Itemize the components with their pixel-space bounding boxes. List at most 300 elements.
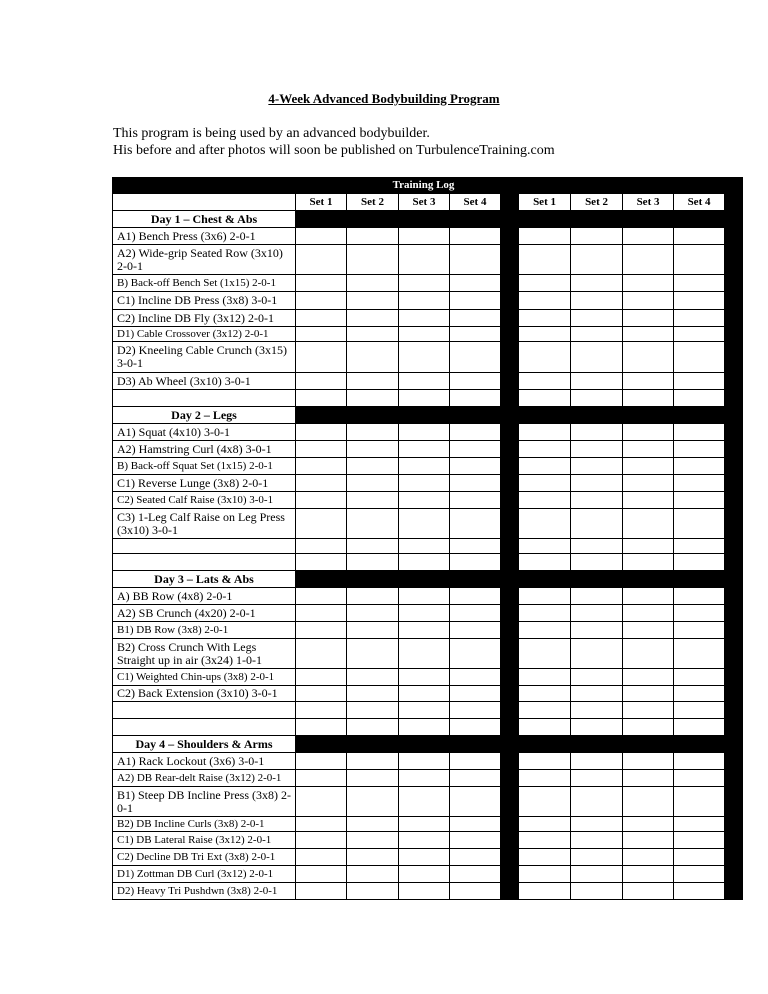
week2-set-cell[interactable] (519, 753, 571, 770)
week1-set-cell[interactable] (450, 702, 501, 719)
week1-set-cell[interactable] (450, 458, 501, 475)
week1-set-cell[interactable] (296, 390, 347, 407)
week1-set-cell[interactable] (296, 539, 347, 554)
week1-set-cell[interactable] (296, 554, 347, 571)
week1-set-cell[interactable] (347, 492, 399, 509)
week2-set-cell[interactable] (674, 424, 725, 441)
week-divider (501, 441, 519, 458)
week2-set-cell[interactable] (571, 275, 623, 292)
week-divider (501, 342, 519, 373)
week1-set-cell[interactable] (347, 753, 399, 770)
week2-set-cell[interactable] (519, 588, 571, 605)
week1-set-cell[interactable] (347, 390, 399, 407)
week-divider (501, 817, 519, 832)
set-label: Set 1 (519, 194, 571, 211)
week2-set-cell[interactable] (519, 622, 571, 639)
week2-set-cell[interactable] (623, 492, 674, 509)
week2-set-cell[interactable] (623, 832, 674, 849)
week1-set-cell[interactable] (450, 310, 501, 327)
week1-set-cell[interactable] (347, 342, 399, 373)
week2-set-cell[interactable] (519, 327, 571, 342)
week2-set-cell[interactable] (623, 310, 674, 327)
week2-set-cell[interactable] (519, 539, 571, 554)
week1-set-cell[interactable] (450, 639, 501, 669)
week1-set-cell[interactable] (399, 686, 450, 702)
exercise-row (113, 686, 743, 702)
week1-set-cell[interactable] (347, 605, 399, 622)
week1-set-cell[interactable] (296, 588, 347, 605)
day-title: Day 1 – Chest & Abs (113, 211, 296, 228)
week1-set-cell[interactable] (450, 719, 501, 736)
week1-set-cell[interactable] (296, 605, 347, 622)
header-blank (674, 178, 725, 194)
week1-set-cell[interactable] (450, 228, 501, 245)
week2-set-cell[interactable] (519, 719, 571, 736)
week2-set-cell[interactable] (674, 866, 725, 883)
week2-set-cell[interactable] (519, 292, 571, 310)
week2-set-cell[interactable] (519, 441, 571, 458)
week2-set-cell[interactable] (674, 342, 725, 373)
week1-set-cell[interactable] (296, 292, 347, 310)
week2-set-cell[interactable] (571, 686, 623, 702)
week2-set-cell[interactable] (674, 492, 725, 509)
exercise-row (113, 770, 743, 787)
week2-set-cell[interactable] (623, 588, 674, 605)
week2-set-cell[interactable] (623, 622, 674, 639)
week2-set-cell[interactable] (519, 424, 571, 441)
exercise-name: A1) Bench Press (3x6) 2-0-1 (113, 228, 296, 245)
week1-set-cell[interactable] (399, 605, 450, 622)
week1-set-cell[interactable] (347, 866, 399, 883)
week2-set-cell[interactable] (519, 458, 571, 475)
week1-set-cell[interactable] (347, 292, 399, 310)
day-title: Day 2 – Legs (113, 407, 296, 424)
week2-set-cell[interactable] (519, 245, 571, 275)
week2-set-cell[interactable] (674, 292, 725, 310)
exercise-row (113, 373, 743, 390)
week2-set-cell[interactable] (571, 588, 623, 605)
week2-set-cell[interactable] (674, 588, 725, 605)
week1-set-cell[interactable] (399, 849, 450, 866)
week1-set-cell[interactable] (450, 787, 501, 817)
week1-set-cell[interactable] (347, 622, 399, 639)
week2-set-cell[interactable] (519, 817, 571, 832)
week1-set-cell[interactable] (450, 588, 501, 605)
week2-set-cell[interactable] (519, 492, 571, 509)
week2-set-cell[interactable] (571, 475, 623, 492)
week2-set-cell[interactable] (623, 787, 674, 817)
week2-set-cell[interactable] (674, 458, 725, 475)
week1-set-cell[interactable] (399, 245, 450, 275)
week2-set-cell[interactable] (674, 622, 725, 639)
day-bar (519, 407, 571, 424)
week2-set-cell[interactable] (519, 639, 571, 669)
week-divider (501, 849, 519, 866)
week2-set-cell[interactable] (519, 849, 571, 866)
week2-set-cell[interactable] (623, 866, 674, 883)
right-edge (725, 605, 743, 622)
week1-set-cell[interactable] (296, 342, 347, 373)
week2-set-cell[interactable] (519, 605, 571, 622)
week1-set-cell[interactable] (296, 817, 347, 832)
week2-set-cell[interactable] (674, 702, 725, 719)
week2-set-cell[interactable] (623, 539, 674, 554)
week1-set-cell[interactable] (296, 245, 347, 275)
week1-set-cell[interactable] (399, 292, 450, 310)
week2-set-cell[interactable] (623, 441, 674, 458)
week1-set-cell[interactable] (450, 390, 501, 407)
week1-set-cell[interactable] (399, 539, 450, 554)
week2-set-cell[interactable] (623, 753, 674, 770)
week1-set-cell[interactable] (399, 275, 450, 292)
week1-set-cell[interactable] (399, 588, 450, 605)
week1-set-cell[interactable] (399, 390, 450, 407)
week2-set-cell[interactable] (519, 770, 571, 787)
week2-set-cell[interactable] (674, 753, 725, 770)
week2-set-cell[interactable] (571, 883, 623, 900)
week1-set-cell[interactable] (347, 441, 399, 458)
week1-set-cell[interactable] (399, 770, 450, 787)
week2-set-cell[interactable] (571, 719, 623, 736)
week2-set-cell[interactable] (623, 669, 674, 686)
week1-set-cell[interactable] (296, 702, 347, 719)
week2-set-cell[interactable] (623, 292, 674, 310)
week2-set-cell[interactable] (674, 373, 725, 390)
week1-set-cell[interactable] (399, 458, 450, 475)
week2-set-cell[interactable] (519, 686, 571, 702)
week2-set-cell[interactable] (519, 390, 571, 407)
week2-set-cell[interactable] (623, 390, 674, 407)
week1-set-cell[interactable] (347, 554, 399, 571)
week2-set-cell[interactable] (519, 832, 571, 849)
week2-set-cell[interactable] (623, 639, 674, 669)
week2-set-cell[interactable] (571, 327, 623, 342)
week1-set-cell[interactable] (450, 441, 501, 458)
week2-set-cell[interactable] (519, 475, 571, 492)
week2-set-cell[interactable] (674, 832, 725, 849)
week2-set-cell[interactable] (519, 787, 571, 817)
week2-set-cell[interactable] (571, 605, 623, 622)
exercise-row (113, 639, 743, 669)
week2-set-cell[interactable] (571, 787, 623, 817)
week1-set-cell[interactable] (450, 509, 501, 539)
week2-set-cell[interactable] (623, 424, 674, 441)
week1-set-cell[interactable] (347, 373, 399, 390)
exercise-name (113, 554, 296, 571)
week2-set-cell[interactable] (623, 458, 674, 475)
week2-set-cell[interactable] (571, 770, 623, 787)
week1-set-cell[interactable] (347, 245, 399, 275)
week2-set-cell[interactable] (571, 702, 623, 719)
week1-set-cell[interactable] (450, 342, 501, 373)
week1-set-cell[interactable] (347, 228, 399, 245)
week2-set-cell[interactable] (519, 509, 571, 539)
week1-set-cell[interactable] (399, 492, 450, 509)
exercise-row (113, 245, 743, 275)
training-log-heading: Training Log (347, 178, 501, 194)
week2-set-cell[interactable] (623, 686, 674, 702)
week2-set-cell[interactable] (571, 310, 623, 327)
week1-set-cell[interactable] (347, 275, 399, 292)
exercise-row (113, 753, 743, 770)
week1-set-cell[interactable] (399, 228, 450, 245)
exercise-row (113, 883, 743, 900)
week1-set-cell[interactable] (399, 622, 450, 639)
week2-set-cell[interactable] (519, 373, 571, 390)
week1-set-cell[interactable] (399, 719, 450, 736)
week2-set-cell[interactable] (519, 702, 571, 719)
week1-set-cell[interactable] (450, 475, 501, 492)
week1-set-cell[interactable] (450, 373, 501, 390)
week1-set-cell[interactable] (347, 424, 399, 441)
week2-set-cell[interactable] (519, 228, 571, 245)
week2-set-cell[interactable] (623, 228, 674, 245)
week1-set-cell[interactable] (296, 475, 347, 492)
week1-set-cell[interactable] (347, 669, 399, 686)
week1-set-cell[interactable] (347, 475, 399, 492)
week1-set-cell[interactable] (296, 310, 347, 327)
week2-set-cell[interactable] (571, 866, 623, 883)
week2-set-cell[interactable] (571, 832, 623, 849)
week1-set-cell[interactable] (296, 866, 347, 883)
week1-set-cell[interactable] (399, 753, 450, 770)
week1-set-cell[interactable] (347, 787, 399, 817)
week1-set-cell[interactable] (399, 883, 450, 900)
week1-set-cell[interactable] (296, 639, 347, 669)
day-bar (296, 407, 347, 424)
week1-set-cell[interactable] (450, 327, 501, 342)
week2-set-cell[interactable] (623, 770, 674, 787)
week1-set-cell[interactable] (450, 605, 501, 622)
week2-set-cell[interactable] (623, 719, 674, 736)
week2-set-cell[interactable] (623, 245, 674, 275)
week2-set-cell[interactable] (674, 275, 725, 292)
week2-set-cell[interactable] (571, 373, 623, 390)
week1-set-cell[interactable] (296, 622, 347, 639)
week1-set-cell[interactable] (399, 669, 450, 686)
week2-set-cell[interactable] (674, 310, 725, 327)
week2-set-cell[interactable] (571, 849, 623, 866)
week-divider (501, 554, 519, 571)
week1-set-cell[interactable] (399, 554, 450, 571)
week1-set-cell[interactable] (347, 702, 399, 719)
week2-set-cell[interactable] (571, 817, 623, 832)
week1-set-cell[interactable] (450, 753, 501, 770)
week2-set-cell[interactable] (519, 554, 571, 571)
right-edge (725, 702, 743, 719)
exercise-row (113, 622, 743, 639)
week2-set-cell[interactable] (571, 441, 623, 458)
week1-set-cell[interactable] (399, 866, 450, 883)
week2-set-cell[interactable] (571, 554, 623, 571)
week1-set-cell[interactable] (450, 883, 501, 900)
week1-set-cell[interactable] (296, 753, 347, 770)
week2-set-cell[interactable] (674, 719, 725, 736)
week2-set-cell[interactable] (674, 475, 725, 492)
week1-set-cell[interactable] (296, 492, 347, 509)
week1-set-cell[interactable] (399, 475, 450, 492)
week2-set-cell[interactable] (674, 441, 725, 458)
week2-set-cell[interactable] (674, 883, 725, 900)
week2-set-cell[interactable] (674, 639, 725, 669)
week2-set-cell[interactable] (571, 492, 623, 509)
week2-set-cell[interactable] (571, 228, 623, 245)
week1-set-cell[interactable] (399, 639, 450, 669)
week1-set-cell[interactable] (399, 832, 450, 849)
week2-set-cell[interactable] (571, 458, 623, 475)
week2-set-cell[interactable] (623, 883, 674, 900)
week1-set-cell[interactable] (399, 327, 450, 342)
week2-set-cell[interactable] (571, 539, 623, 554)
week2-set-cell[interactable] (623, 605, 674, 622)
week2-set-cell[interactable] (674, 787, 725, 817)
week2-set-cell[interactable] (623, 554, 674, 571)
week1-set-cell[interactable] (399, 787, 450, 817)
week2-set-cell[interactable] (674, 669, 725, 686)
week2-set-cell[interactable] (571, 245, 623, 275)
week1-set-cell[interactable] (450, 554, 501, 571)
week1-set-cell[interactable] (450, 539, 501, 554)
week2-set-cell[interactable] (623, 327, 674, 342)
week1-set-cell[interactable] (347, 686, 399, 702)
week1-set-cell[interactable] (296, 669, 347, 686)
week1-set-cell[interactable] (450, 292, 501, 310)
week1-set-cell[interactable] (347, 639, 399, 669)
week1-set-cell[interactable] (450, 622, 501, 639)
week2-set-cell[interactable] (674, 605, 725, 622)
week2-set-cell[interactable] (674, 327, 725, 342)
week1-set-cell[interactable] (347, 883, 399, 900)
week-divider (501, 390, 519, 407)
week2-set-cell[interactable] (674, 509, 725, 539)
week2-set-cell[interactable] (623, 702, 674, 719)
right-edge (725, 753, 743, 770)
week1-set-cell[interactable] (296, 458, 347, 475)
week1-set-cell[interactable] (296, 849, 347, 866)
week2-set-cell[interactable] (674, 390, 725, 407)
week1-set-cell[interactable] (347, 832, 399, 849)
week1-set-cell[interactable] (399, 342, 450, 373)
week1-set-cell[interactable] (296, 770, 347, 787)
week1-set-cell[interactable] (347, 719, 399, 736)
week2-set-cell[interactable] (571, 509, 623, 539)
week2-set-cell[interactable] (623, 475, 674, 492)
week1-set-cell[interactable] (450, 275, 501, 292)
week1-set-cell[interactable] (450, 849, 501, 866)
week2-set-cell[interactable] (571, 424, 623, 441)
week2-set-cell[interactable] (674, 686, 725, 702)
week2-set-cell[interactable] (674, 245, 725, 275)
week2-set-cell[interactable] (674, 817, 725, 832)
week-divider (501, 424, 519, 441)
week2-set-cell[interactable] (519, 275, 571, 292)
week1-set-cell[interactable] (450, 770, 501, 787)
week2-set-cell[interactable] (519, 342, 571, 373)
week2-set-cell[interactable] (571, 390, 623, 407)
week1-set-cell[interactable] (347, 770, 399, 787)
week2-set-cell[interactable] (623, 849, 674, 866)
week2-set-cell[interactable] (519, 866, 571, 883)
week2-set-cell[interactable] (571, 622, 623, 639)
week1-set-cell[interactable] (450, 669, 501, 686)
week2-set-cell[interactable] (623, 509, 674, 539)
week-divider (501, 770, 519, 787)
right-edge (725, 245, 743, 275)
right-edge (725, 736, 743, 753)
week2-set-cell[interactable] (674, 554, 725, 571)
week2-set-cell[interactable] (571, 639, 623, 669)
week1-set-cell[interactable] (450, 866, 501, 883)
week2-set-cell[interactable] (674, 228, 725, 245)
week2-set-cell[interactable] (623, 373, 674, 390)
day-bar (623, 407, 674, 424)
week1-set-cell[interactable] (399, 373, 450, 390)
week1-set-cell[interactable] (450, 832, 501, 849)
week1-set-cell[interactable] (450, 245, 501, 275)
exercise-name: B1) Steep DB Incline Press (3x8) 2-0-1 (113, 787, 296, 817)
week1-set-cell[interactable] (450, 817, 501, 832)
week1-set-cell[interactable] (296, 509, 347, 539)
week1-set-cell[interactable] (399, 310, 450, 327)
week1-set-cell[interactable] (399, 817, 450, 832)
week2-set-cell[interactable] (674, 849, 725, 866)
week1-set-cell[interactable] (347, 458, 399, 475)
week2-set-cell[interactable] (623, 817, 674, 832)
week1-set-cell[interactable] (347, 539, 399, 554)
week1-set-cell[interactable] (296, 686, 347, 702)
week2-set-cell[interactable] (623, 275, 674, 292)
week1-set-cell[interactable] (296, 373, 347, 390)
day-bar (519, 571, 571, 588)
week1-set-cell[interactable] (347, 817, 399, 832)
week1-set-cell[interactable] (296, 275, 347, 292)
week1-set-cell[interactable] (347, 509, 399, 539)
week1-set-cell[interactable] (399, 424, 450, 441)
week2-set-cell[interactable] (571, 753, 623, 770)
week1-set-cell[interactable] (296, 424, 347, 441)
week2-set-cell[interactable] (571, 342, 623, 373)
week2-set-cell[interactable] (571, 292, 623, 310)
week1-set-cell[interactable] (399, 509, 450, 539)
week1-set-cell[interactable] (347, 310, 399, 327)
exercise-row (113, 702, 743, 719)
week1-set-cell[interactable] (347, 588, 399, 605)
week1-set-cell[interactable] (296, 228, 347, 245)
week1-set-cell[interactable] (450, 492, 501, 509)
week2-set-cell[interactable] (519, 669, 571, 686)
week1-set-cell[interactable] (296, 441, 347, 458)
week2-set-cell[interactable] (674, 539, 725, 554)
week2-set-cell[interactable] (571, 669, 623, 686)
week1-set-cell[interactable] (296, 719, 347, 736)
header-blank (725, 178, 743, 194)
week2-set-cell[interactable] (519, 310, 571, 327)
week2-set-cell[interactable] (674, 770, 725, 787)
week1-set-cell[interactable] (399, 702, 450, 719)
week1-set-cell[interactable] (347, 849, 399, 866)
week2-set-cell[interactable] (623, 342, 674, 373)
week1-set-cell[interactable] (399, 441, 450, 458)
week1-set-cell[interactable] (450, 686, 501, 702)
week1-set-cell[interactable] (347, 327, 399, 342)
week1-set-cell[interactable] (450, 424, 501, 441)
week2-set-cell[interactable] (519, 883, 571, 900)
week1-set-cell[interactable] (296, 883, 347, 900)
week1-set-cell[interactable] (296, 787, 347, 817)
week1-set-cell[interactable] (296, 327, 347, 342)
week1-set-cell[interactable] (296, 832, 347, 849)
right-edge (725, 817, 743, 832)
